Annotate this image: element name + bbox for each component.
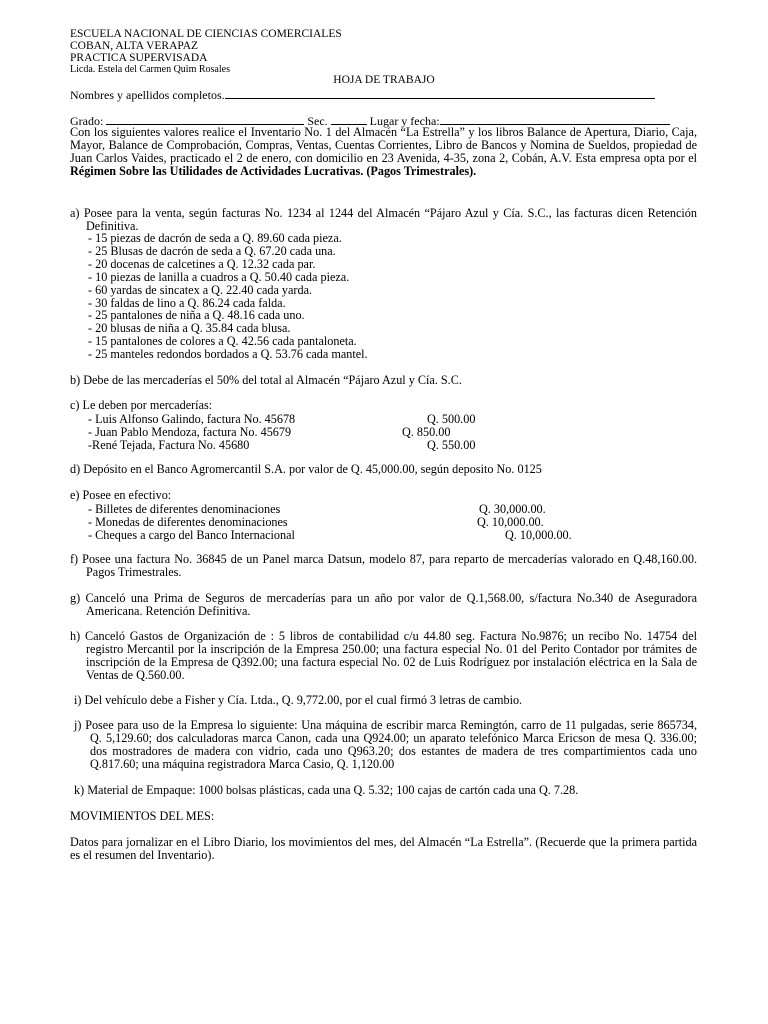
section-k: k) Material de Empaque: 1000 bolsas plásticas, cada una Q. 5.32; 100 cajas de cartón cada una Q. 7.28. — [74, 783, 579, 797]
list-item: - 15 piezas de dacrón de seda a Q. 89.60 cada pieza. — [88, 231, 342, 245]
school-name: ESCUELA NACIONAL DE CIENCIAS COMERCIALES — [70, 28, 342, 40]
list-item: - 30 faldas de lino a Q. 86.24 cada falda. — [88, 295, 286, 310]
list-item: - 20 blusas de niña a Q. 35.84 cada blusa. — [88, 321, 291, 336]
list-item: - 25 pantalones de niña a Q. 48.16 cada uno. — [88, 308, 305, 323]
names-label: Nombres y apellidos completos. — [70, 88, 225, 102]
sec-label: Sec. — [307, 114, 328, 128]
grado-label: Grado: — [70, 114, 104, 128]
debtor-name: - Juan Pablo Mendoza, factura No. 45679 — [88, 425, 292, 439]
debtor-amount: Q. 550.00 — [427, 438, 476, 452]
names-line — [70, 87, 655, 103]
section-j — [74, 719, 697, 771]
debtor-name: -René Tejada, Factura No. 45680 — [88, 438, 250, 452]
teacher-name: Licda. Estela del Carmen Quim Rosales — [70, 64, 230, 75]
intro-text: Con los siguientes valores realice el Inventario No. 1 del Almacén “La Estrella” y los libros Balance de Apertura, Diario, Caja, Mayor, Balance de Comprobación, Compras, Ventas, Cuentas Corrientes, Libro de Bancos y Nomina de Sueldos, propiedad de Juan Carlos Vaides, practicado el 2 de enero, con domicilio en 23 Avenida, 4-35, zona 2, Cobán, A.V. Esta empresa opta por el — [70, 125, 697, 165]
section-d: d) Depósito en el Banco Agromercantil S.A. por valor de Q. 45,000.00, según deposito No. 0125 — [70, 462, 542, 476]
school-location: COBAN, ALTA VERAPAZ — [70, 40, 199, 52]
list-item: - 25 manteles redondos bordados a Q. 53.76 cada mantel. — [88, 347, 368, 362]
section-a-items — [88, 232, 368, 361]
debtor-amount: Q. 850.00 — [402, 425, 451, 439]
lugar-label: Lugar y fecha: — [369, 114, 440, 128]
list-item: - 25 Blusas de dacrón de seda a Q. 67.20 cada una. — [88, 243, 336, 258]
section-i: i) Del vehículo debe a Fisher y Cía. Ltda., Q. 9,772.00, por el cual firmó 3 letras de cambio. — [74, 693, 523, 707]
section-a-text: a) Posee para la venta, según facturas No. 1234 al 1244 del Almacén “Pájaro Azul y Cía. S.C., las facturas dicen Retención Definitiva. — [70, 206, 697, 233]
debtor-name: - Luis Alfonso Galindo, factura No. 45678 — [88, 412, 296, 426]
cash-item: - Cheques a cargo del Banco Internacional — [88, 528, 295, 542]
section-b: b) Debe de las mercaderías el 50% del total al Almacén “Pájaro Azul y Cía. S.C. — [70, 373, 462, 387]
list-item: - 15 pantalones de colores a Q. 42.56 cada pantaloneta. — [88, 334, 357, 349]
course-name: PRACTICA SUPERVISADA — [70, 52, 208, 64]
cash-item: - Billetes de diferentes denominaciones — [88, 502, 281, 516]
section-e-title: e) Posee en efectivo: — [70, 488, 172, 502]
sec-field[interactable] — [331, 113, 367, 125]
page-title: HOJA DE TRABAJO — [333, 74, 435, 86]
movimientos-title: MOVIMIENTOS DEL MES: — [70, 809, 215, 823]
section-f-text: f) Posee una factura No. 36845 de un Panel marca Datsun, modelo 87, para reparto de mercaderías valorado en Q.48,160.00. Pagos Trimestrales. — [70, 552, 697, 579]
section-g — [70, 592, 697, 618]
intro-paragraph — [70, 126, 697, 178]
list-item: - 20 docenas de calcetines a Q. 12.32 cada par. — [88, 256, 316, 271]
cash-amount: Q. 10,000.00. — [505, 528, 572, 542]
section-f — [70, 553, 697, 579]
names-field[interactable] — [225, 87, 655, 99]
movimientos-text: Datos para jornalizar en el Libro Diario, los movimientos del mes, del Almacén “La Estrella”. (Recuerde que la primera partida es el resumen del Inventario). — [70, 835, 697, 862]
cash-amount: Q. 30,000.00. — [479, 502, 546, 516]
debtor-amount: Q. 500.00 — [427, 412, 476, 426]
section-c-title: c) Le deben por mercaderías: — [70, 398, 213, 412]
list-item: - 60 yardas de sincatex a Q. 22.40 cada yarda. — [88, 282, 313, 297]
section-g-text: g) Canceló una Prima de Seguros de mercaderías para un año por valor de Q.1,568.00, s/factura No.340 de Aseguradora Americana. Retención Definitiva. — [70, 591, 697, 618]
section-h-text: h) Canceló Gastos de Organización de : 5 libros de contabilidad c/u 44.80 seg. Factura No.9876; un recibo No. 14754 del registro Mercantil por la inscripción de la Empresa 250.00; una factura especial No. 01 del Perito Contador por trámites de inscripción de la Empresa de Q392.00; una factura especial No. 02 de Luis Rodríguez por instalación eléctrica en la Sala de Ventas de Q.560.00. — [70, 629, 697, 682]
intro-bold: Régimen Sobre las Utilidades de Actividades Lucrativas. (Pagos Trimestrales). — [70, 164, 477, 178]
lugar-field[interactable] — [440, 113, 670, 125]
grado-field[interactable] — [106, 113, 304, 125]
section-a — [70, 207, 697, 233]
section-h — [70, 630, 697, 682]
list-item: - 10 piezas de lanilla a cuadros a Q. 50.40 cada pieza. — [88, 269, 350, 284]
cash-item: - Monedas de diferentes denominaciones — [88, 515, 288, 529]
cash-amount: Q. 10,000.00. — [477, 515, 544, 529]
section-j-text: j) Posee para uso de la Empresa lo siguiente: Una máquina de escribir marca Remingtón, carro de 11 pulgadas, serie 865734, Q. 5,129.60; dos calculadoras marca Canon, cada una Q924.00; un aparato telefónico Marca Ericson de mesa Q. 336.00; dos mostradores de madera con vidrio, cada uno Q963.20; dos estantes de madera de tres compartimientos cada uno Q.817.60; una máquina registradora Marca Casio, Q. 1,120.00 — [74, 718, 697, 771]
